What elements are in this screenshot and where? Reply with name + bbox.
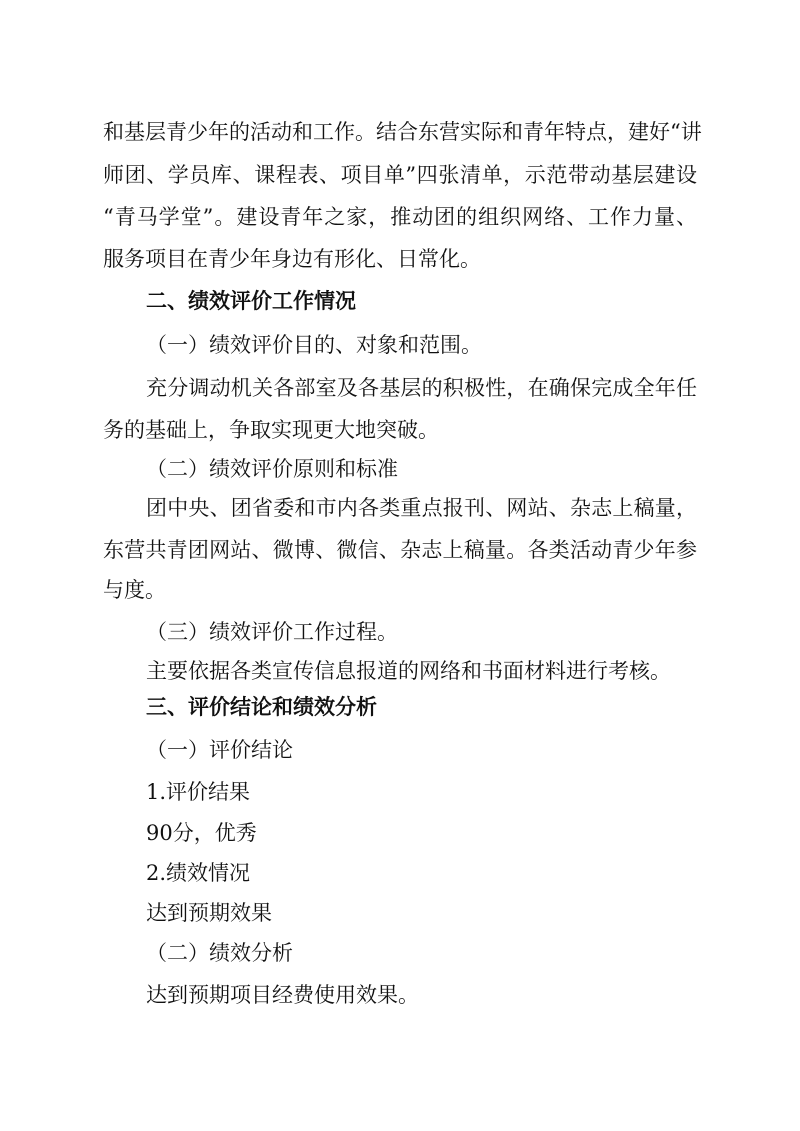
intro-line-2: 师团、学员库、课程表、项目单”四张清单，示范带动基层建设: [103, 163, 697, 187]
section-2-2-line-1: 团中央、团省委和市内各类重点报刊、网站、杂志上稿量，: [146, 496, 697, 520]
section-2-3-line-1: 主要依据各类宣传信息报道的网络和书面材料进行考核。: [146, 659, 671, 683]
intro-line-3: “青马学堂”。建设青年之家，推动团的组织网络、工作力量、: [103, 205, 697, 229]
result-item-1-title: 1.评价结果: [146, 780, 251, 804]
result-item-1-value: 90分，优秀: [146, 821, 257, 845]
result-item-2-title: 2.绩效情况: [146, 861, 251, 885]
section-2-1-line-1: 充分调动机关各部室及各基层的积极性，在确保完成全年任: [146, 376, 697, 400]
section-3-1-heading: （一）评价结论: [146, 738, 293, 762]
section-2-heading: 二、绩效评价工作情况: [146, 289, 356, 313]
result-item-2-value: 达到预期效果: [146, 901, 272, 925]
section-2-2-line-3: 与度。: [103, 578, 166, 602]
section-2-2-heading: （二）绩效评价原则和标准: [146, 457, 398, 481]
section-2-1-line-2: 务的基础上，争取实现更大地突破。: [103, 418, 439, 442]
section-2-2-line-2: 东营共青团网站、微博、微信、杂志上稿量。各类活动青少年参: [103, 538, 697, 562]
section-3-2-line-1: 达到预期项目经费使用效果。: [146, 983, 419, 1007]
intro-line-4: 服务项目在青少年身边有形化、日常化。: [103, 247, 481, 271]
section-3-2-heading: （二）绩效分析: [146, 941, 293, 965]
section-3-heading: 三、评价结论和绩效分析: [146, 695, 377, 719]
intro-line-1: 和基层青少年的活动和工作。结合东营实际和青年特点，建好“讲: [103, 120, 702, 144]
section-2-3-heading: （三）绩效评价工作过程。: [146, 620, 398, 644]
section-2-1-heading: （一）绩效评价目的、对象和范围。: [146, 333, 482, 357]
